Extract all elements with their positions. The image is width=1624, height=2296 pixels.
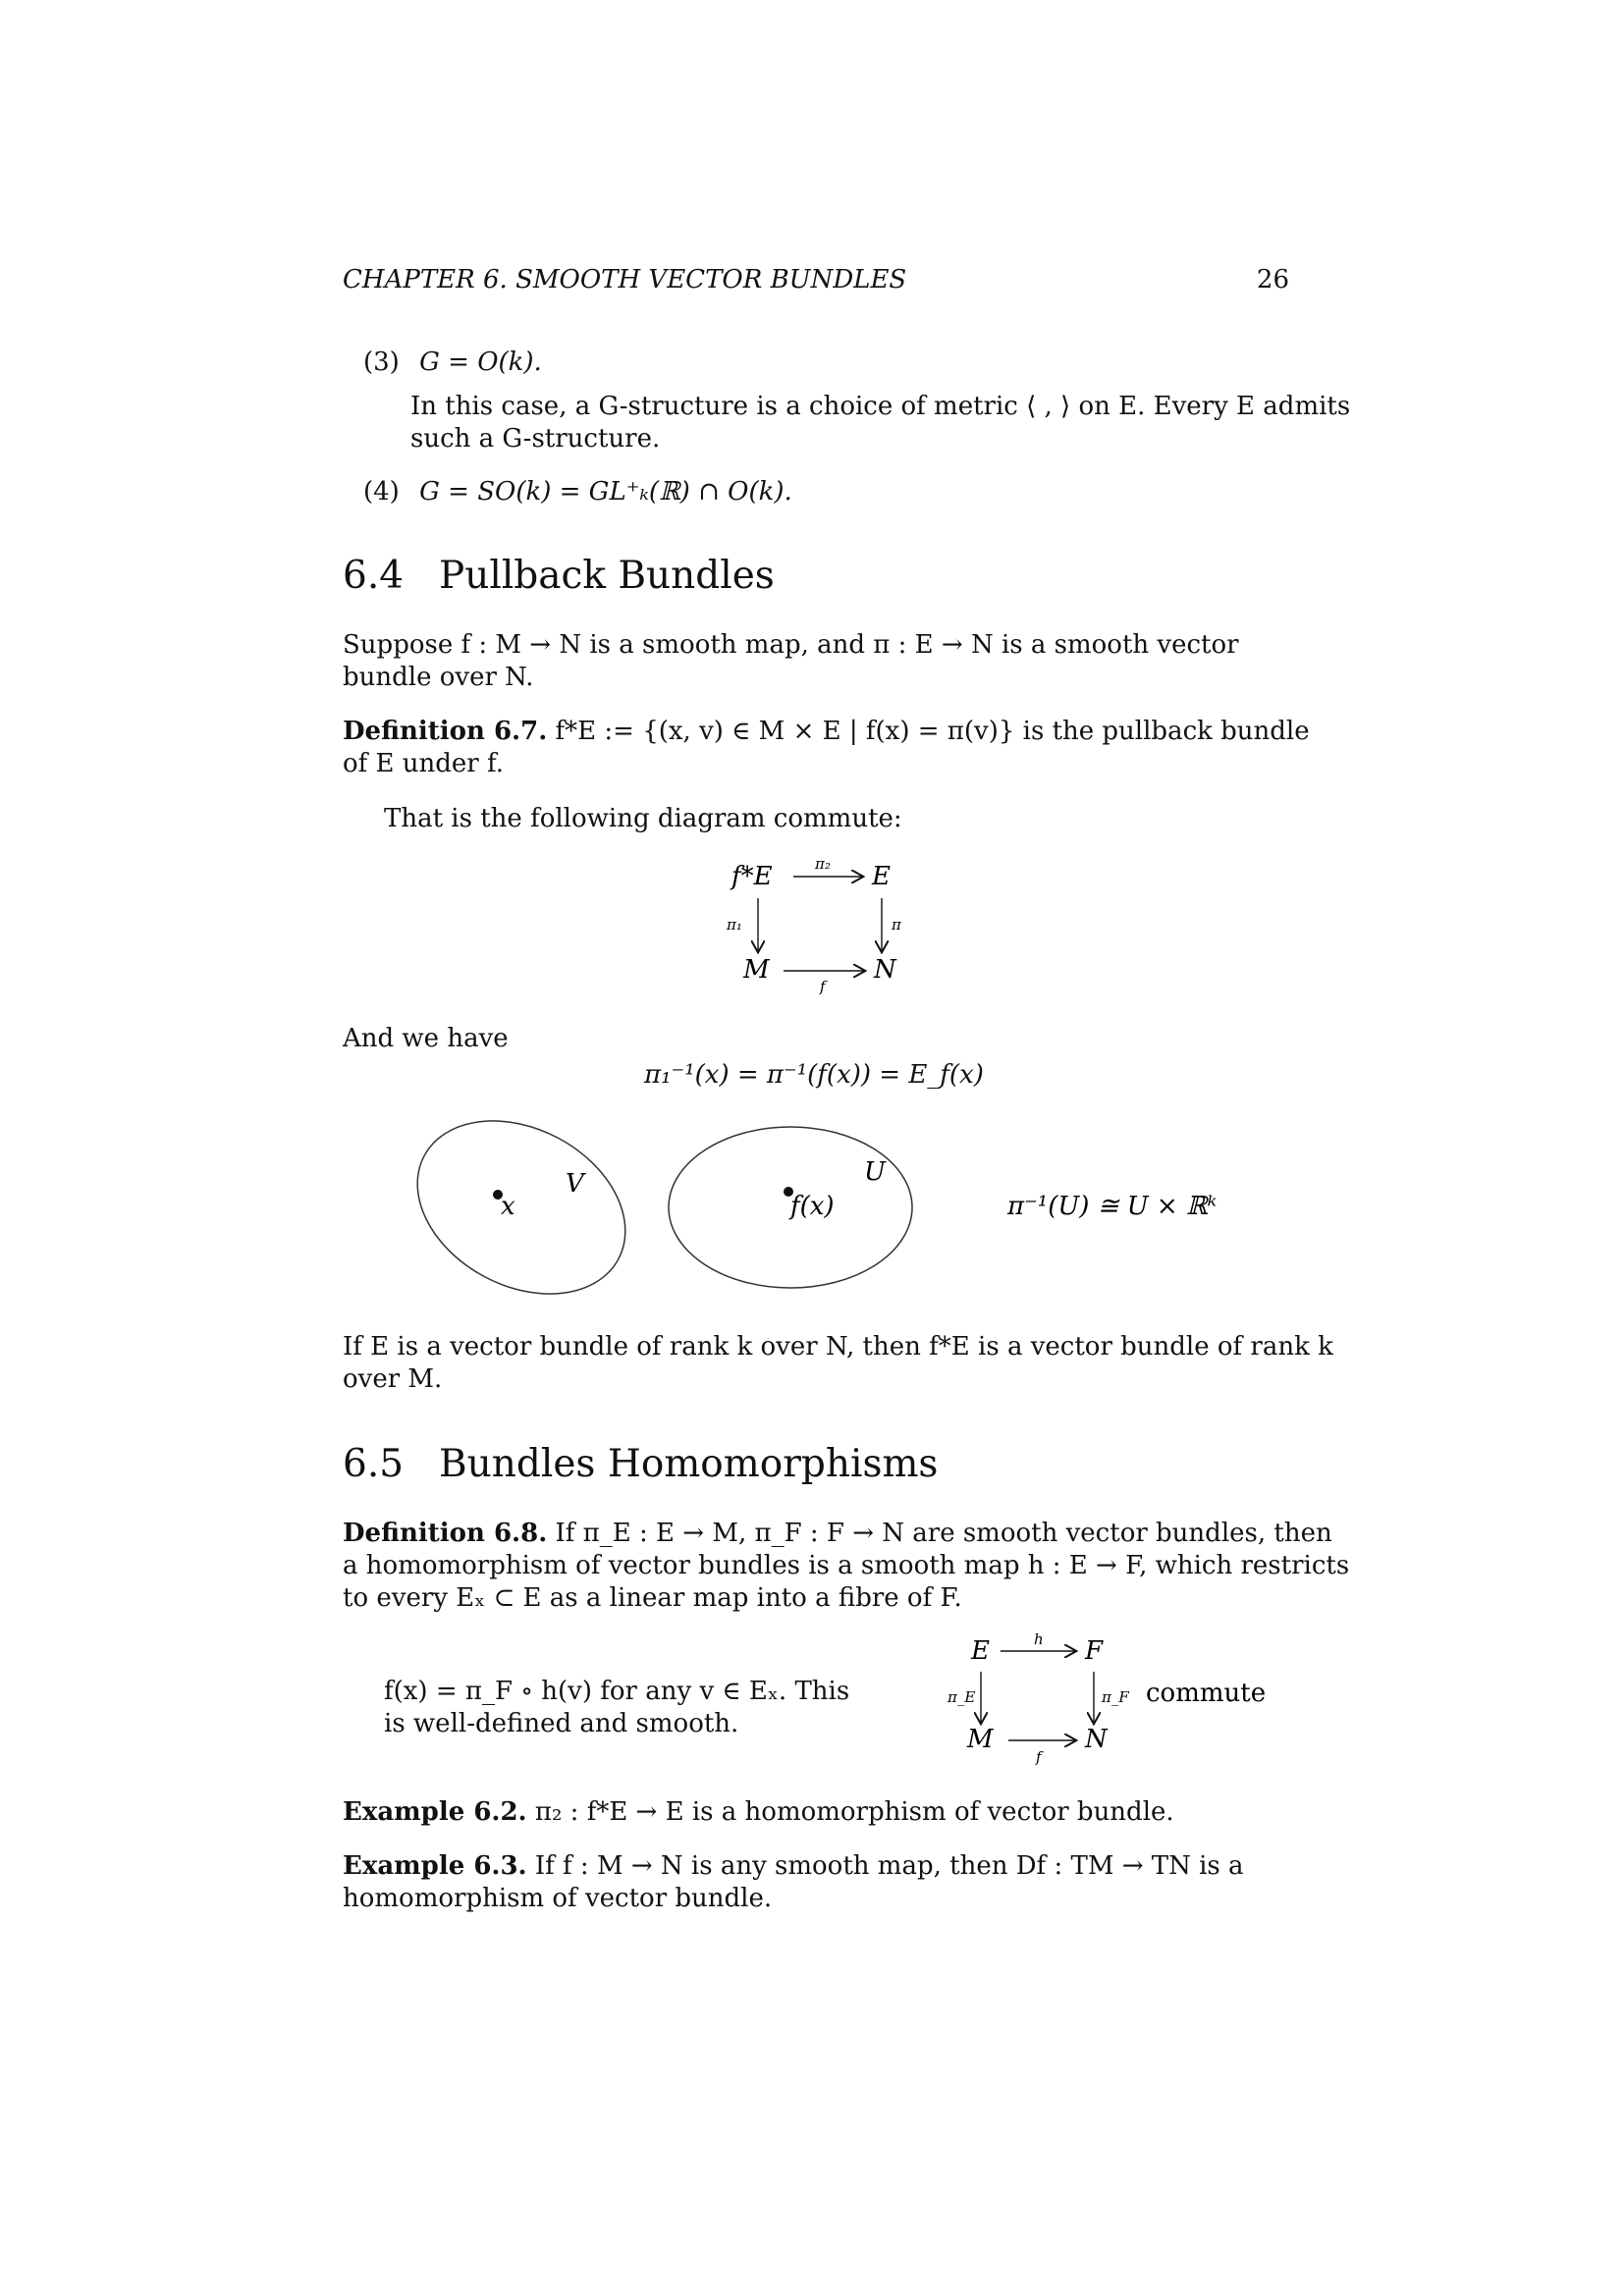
example-6-3 — [343, 1849, 1244, 1883]
list-item-3 — [363, 346, 542, 379]
arrow-label: f — [820, 978, 826, 995]
fiber-equation: π₁⁻¹(x) = π⁻¹(f(x)) = E_f(x) — [644, 1060, 984, 1090]
side-note-line: f(x) = π_F ∘ h(v) for any v ∈ Eₓ. This — [384, 1677, 850, 1706]
diagram-node: N — [1085, 1725, 1108, 1754]
diagram-node: E — [872, 862, 891, 891]
diagram-node: E — [971, 1636, 990, 1666]
definition-label: Definition 6.7. — [343, 717, 548, 746]
diagram-node: f*E — [731, 862, 773, 891]
arrow-label: π₁ — [727, 916, 742, 934]
arrow-label: π₂ — [815, 855, 831, 873]
list-body-line: In this case, a G-structure is a choice of metric ⟨ , ⟩ on E. Every E admits — [410, 392, 1351, 421]
list-marker: (3) — [363, 347, 400, 377]
section-number: 6.4 — [343, 554, 405, 598]
section-title: Bundles Homomorphisms — [439, 1442, 939, 1486]
side-note-line: is well-defined and smooth. — [384, 1709, 739, 1738]
point-label: f(x) — [790, 1192, 835, 1221]
definition-text: If π_E : E → M, π_F : F → N are smooth vector bundles, then — [555, 1519, 1332, 1548]
section-title: Pullback Bundles — [439, 554, 775, 598]
paragraph-line: Suppose f : M → N is a smooth map, and π : E → N is a smooth vector — [343, 630, 1239, 660]
diagram-node: M — [967, 1725, 994, 1754]
arrow-label: π_E — [947, 1688, 976, 1706]
commutative-diagram-homomorphism — [938, 1625, 1272, 1782]
paragraph-line: If E is a vector bundle of rank k over N, then f*E is a vector bundle of rank k — [343, 1332, 1333, 1362]
diagram-node: M — [743, 955, 770, 985]
page-number: 26 — [1256, 265, 1289, 294]
list-marker: (4) — [363, 477, 400, 507]
definition-line: to every Eₓ ⊂ E as a linear map into a fibre of F. — [343, 1583, 962, 1613]
arrow-label: π_F — [1102, 1688, 1129, 1706]
diagram-suffix: commute — [1146, 1679, 1267, 1708]
example-text: π₂ : f*E → E is a homomorphism of vector bundle. — [534, 1797, 1174, 1827]
paragraph-line: That is the following diagram commute: — [384, 804, 902, 833]
paragraph-line: over M. — [343, 1364, 443, 1394]
diagram-node: N — [874, 955, 896, 985]
definition-text: f*E := {(x, v) ∈ M × E | f(x) = π(v)} is the pullback bundle — [555, 717, 1310, 746]
trivialization-label: π⁻¹(U) ≅ U × ℝᵏ — [1007, 1192, 1218, 1221]
set-label: U — [864, 1157, 886, 1187]
arrow-label: f — [1036, 1748, 1042, 1766]
example-text: If f : M → N is any smooth map, then Df : TM → TN is a — [534, 1851, 1244, 1881]
running-header — [343, 265, 1289, 294]
list-item-4 — [363, 475, 792, 508]
definition-line: a homomorphism of vector bundles is a smooth map h : E → F, which restricts — [343, 1551, 1350, 1580]
section-heading-6-5 — [343, 1442, 938, 1486]
ellipse-v — [393, 1109, 655, 1328]
example-label: Example 6.3. — [343, 1851, 527, 1881]
definition-6-8 — [343, 1517, 1332, 1550]
figure-ellipses — [393, 1109, 1335, 1335]
set-label: V — [566, 1169, 584, 1199]
definition-6-7 — [343, 715, 1310, 748]
section-number: 6.5 — [343, 1442, 405, 1486]
point-label: x — [501, 1192, 515, 1221]
definition-label: Definition 6.8. — [343, 1519, 548, 1548]
example-line: homomorphism of vector bundle. — [343, 1884, 773, 1913]
chapter-title: CHAPTER 6. SMOOTH VECTOR BUNDLES — [343, 265, 907, 294]
commutative-diagram-pullback — [707, 849, 962, 1011]
paragraph-line: And we have — [343, 1024, 509, 1053]
list-body-line: such a G-structure. — [410, 424, 661, 454]
list-formula: G = SO(k) = GL⁺ₖ(ℝ) ∩ O(k). — [419, 477, 792, 507]
list-formula: G = O(k). — [419, 347, 542, 377]
section-heading-6-4 — [343, 554, 775, 598]
definition-line: of E under f. — [343, 749, 504, 778]
example-label: Example 6.2. — [343, 1797, 527, 1827]
example-6-2 — [343, 1795, 1174, 1829]
paragraph-line: bundle over N. — [343, 663, 534, 692]
arrow-label: π — [892, 916, 901, 934]
arrow-label: h — [1034, 1630, 1044, 1648]
diagram-node: F — [1085, 1636, 1104, 1666]
